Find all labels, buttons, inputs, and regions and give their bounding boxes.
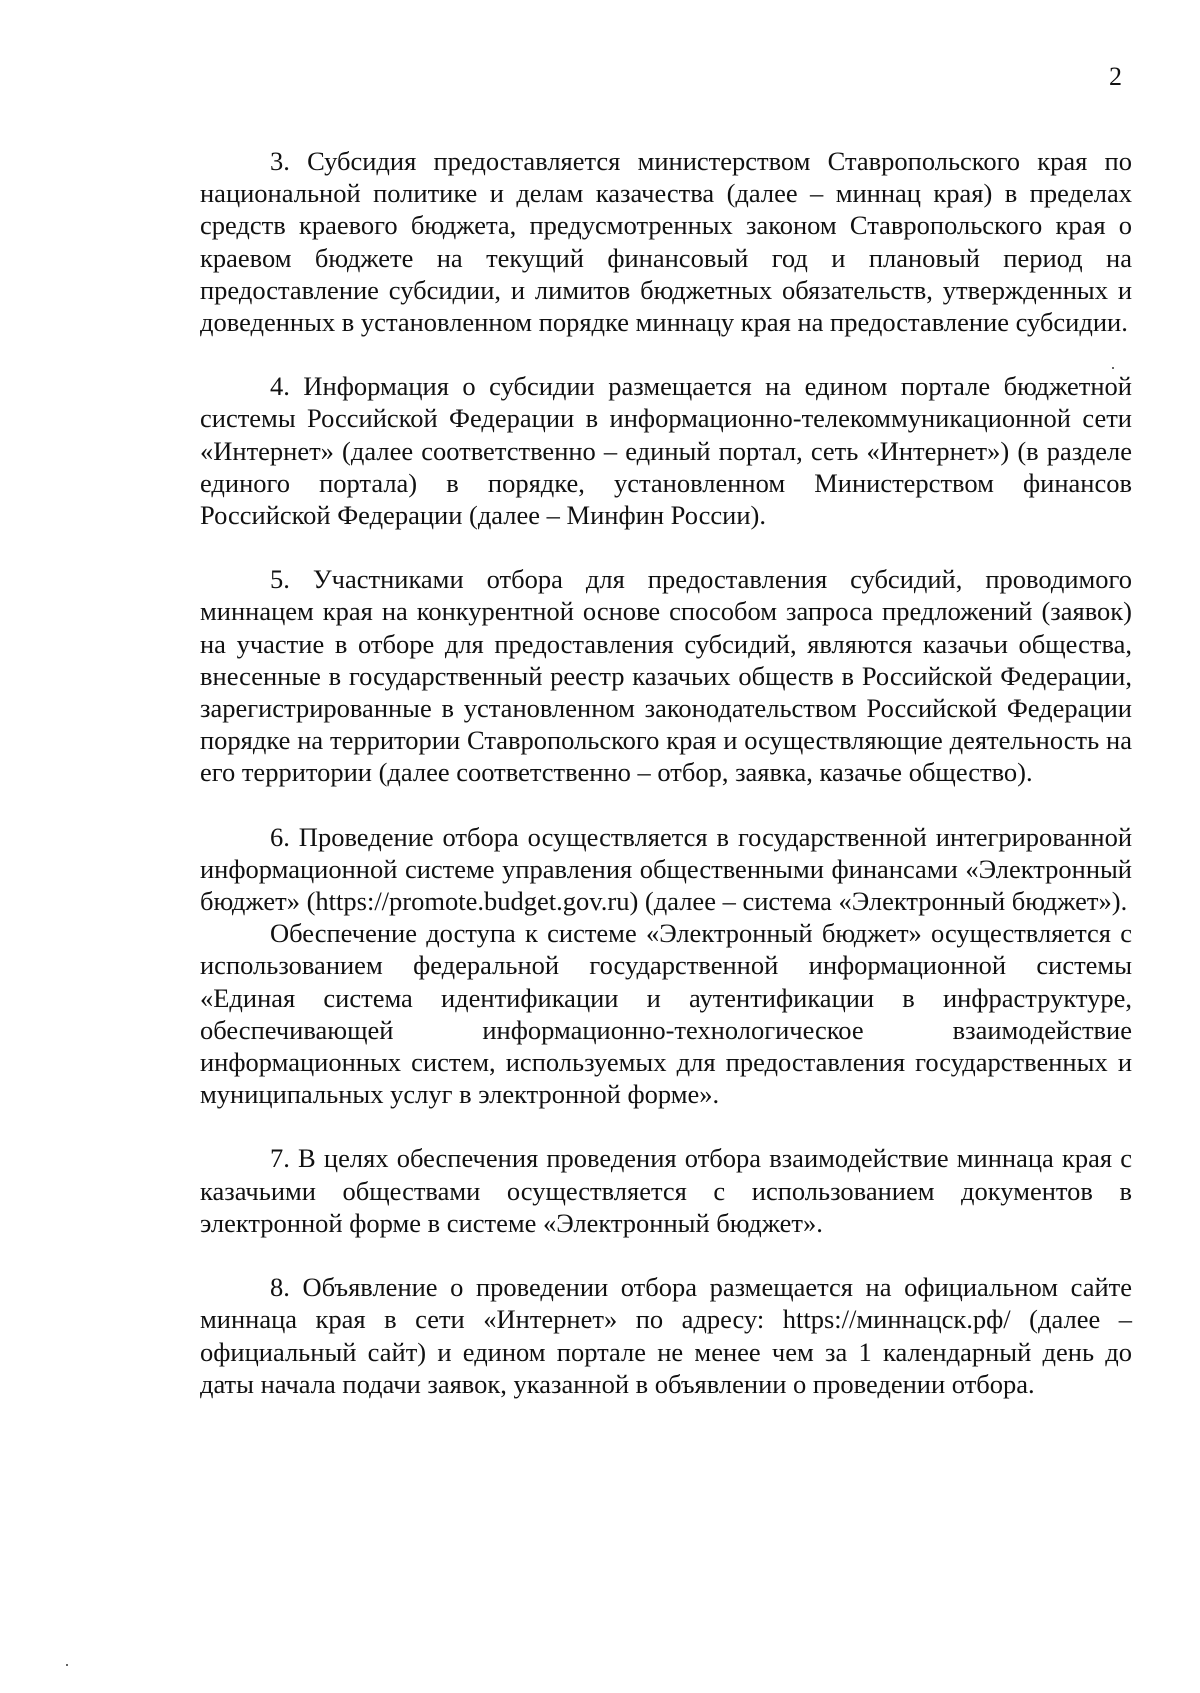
paragraph-item-6: 6. Проведение отбора осуществляется в государственной интегрированной информационной системе управления общественными финансами «Электронный бюджет» (https://promote.budget.gov.ru) (далее – система «Электронный бюджет»). (200, 821, 1132, 917)
paragraph-item-8: 8. Объявление о проведении отбора размещается на официальном сайте миннаца края в сети «Интернет» по адресу: https://миннацск.рф/ (далее – официальный сайт) и едином портале не менее чем за 1 календарный день до даты начала подачи заявок, указанной в объявлении о проведении отбора. (200, 1272, 1132, 1399)
scan-speck (1112, 367, 1114, 369)
paragraph-item-5: 5. Участниками отбора для предоставления субсидий, проводимого миннацем края на конкурентной основе способом запроса предложений (заявок) на участие в отборе для предоставления субсидий, являются казачьи общества, внесенные в государственный реестр казачьих обществ в Российской Федерации, зарегистрированные в установленном законодательством Российской Федерации порядке на территории Ставропольского края и осуществляющие деятельность на его территории (далее соответственно – отбор, заявка, казачье общество). (200, 564, 1132, 788)
page-number: 2 (1109, 62, 1122, 91)
paragraph-item-7: 7. В целях обеспечения проведения отбора взаимодействие миннаца края с казачьими обществами осуществляется с использованием документов в электронной форме в системе «Электронный бюджет». (200, 1143, 1132, 1238)
document-body (200, 145, 1132, 1400)
paragraph-item-6-continued: Обеспечение доступа к системе «Электронный бюджет» осуществляется с использованием федеральной государственной информационной системы «Единая система идентификации и аутентификации в инфраструктуре, обеспечивающей информационно-технологическое взаимодействие информационных систем, используемых для предоставления государственных и муниципальных услуг в электронной форме». (200, 918, 1132, 1110)
scan-speck (66, 1664, 68, 1666)
paragraph-item-4: 4. Информация о субсидии размещается на едином портале бюджетной системы Российской Федерации в информационно-телекоммуникационной сети «Интернет» (далее соответственно – единый портал, сеть «Интернет») (в разделе единого портала) в порядке, установленном Министерством финансов Российской Федерации (далее – Минфин России). (200, 371, 1132, 531)
paragraph-item-3: 3. Субсидия предоставляется министерством Ставропольского края по национальной политике и делам казачества (далее – миннац края) в пределах средств краевого бюджета, предусмотренных законом Ставропольского края о краевом бюджете на текущий финансовый год и плановый период на предоставление субсидии, и лимитов бюджетных обязательств, утвержденных и доведенных в установленном порядке миннацу края на предоставление субсидии. (200, 146, 1132, 338)
